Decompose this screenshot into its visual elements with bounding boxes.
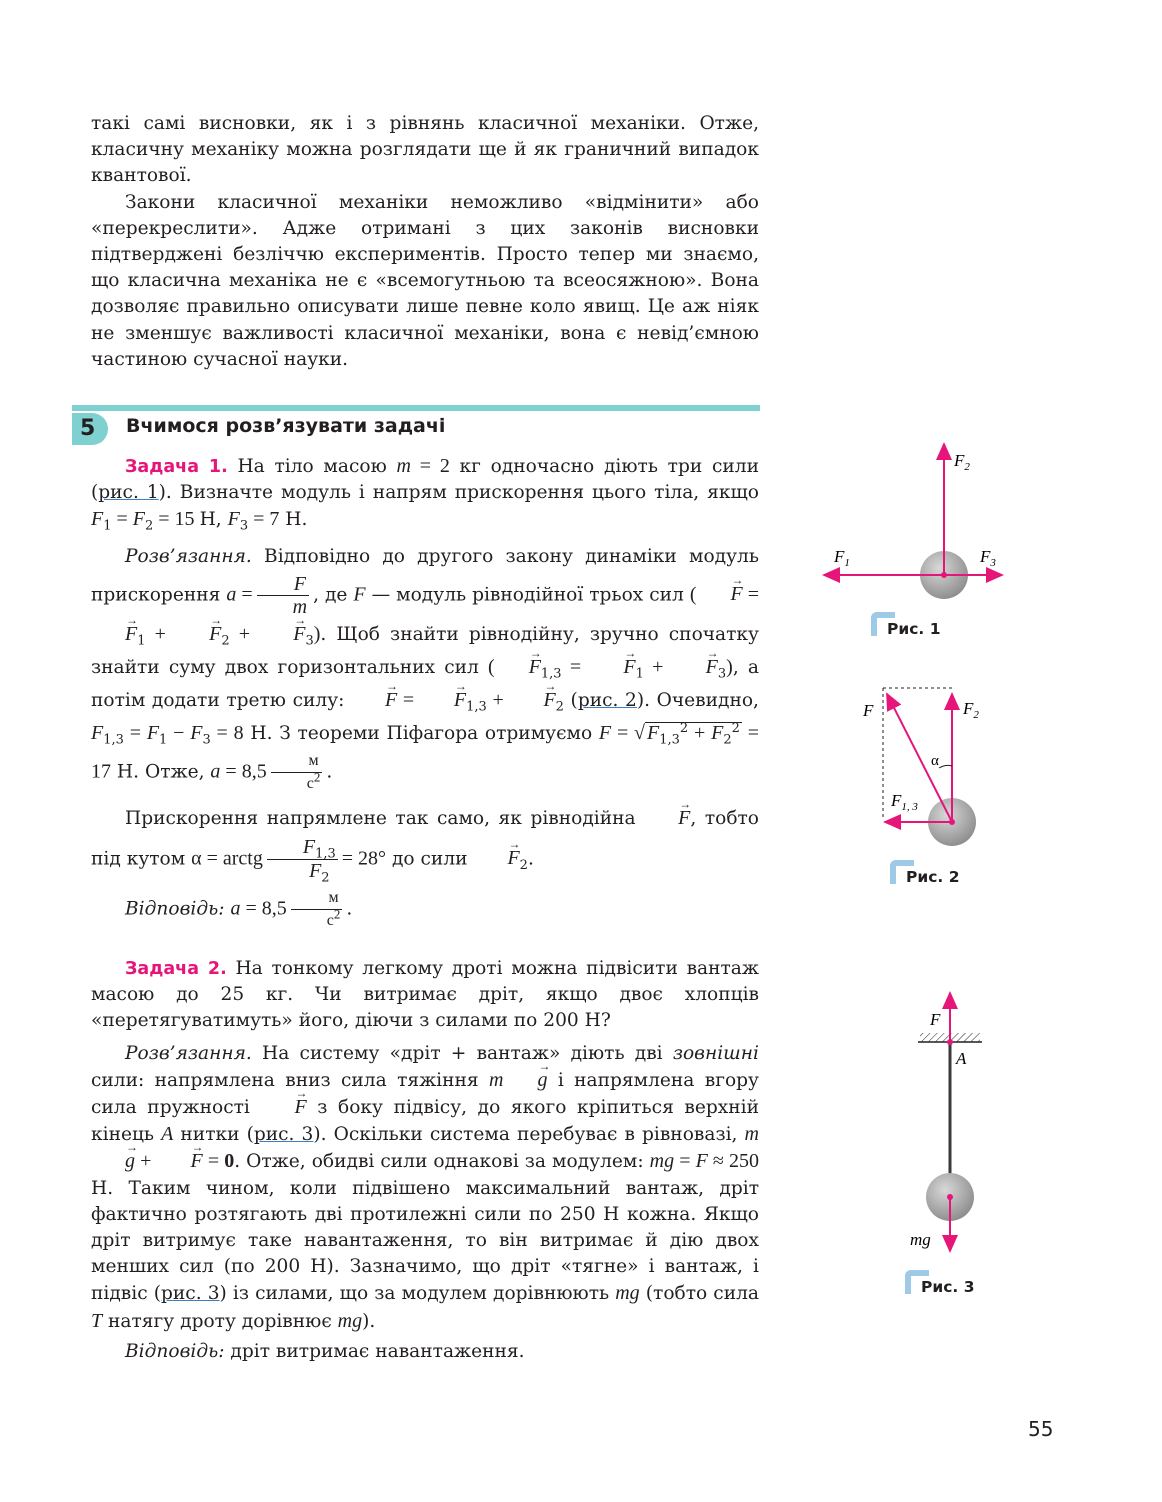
- intro-paragraph-2: Закони класичної механіки неможливо «відмінити» або «перекреслити». Адже отримані з цих законів висновки підтверджені безліччю експериментів. Просто тепер ми знаємо, що класична механіка не є «всемогутньою та всеосяжною». Вона дозволяє правильно описувати лише певне коло явищ. Це аж ніяк не зменшує важливості класичної механіки, вона є невід’ємною частиною сучасної науки.: [91, 191, 759, 370]
- intro-text: [91, 111, 759, 373]
- label-mg: mg: [910, 1230, 931, 1249]
- fig-3-link[interactable]: рис. 3: [253, 1124, 314, 1146]
- task-2-solution: Розв’язання. На систему «дріт + вантаж» діють дві зовнішні сили: напрямлена вниз сила тяжіння m→ g і напрямлена вгору сила пружності → F з боку підвісу, до якого кріпиться верхній кінець A нитки (рис. 3). Оскільки система перебуває в рівновазі, m→ g + → F = 0. Отже, обидві сили однакові за модулем: mg = F ≈ 250 Н. Таким чином, коли підвішено максимальний вантаж, дріт фактично розтягають дві протилежні сили по 250 Н кожна. Якщо дріт витримує таке навантаження, то він витримає й дію двох менших сил (по 200 Н). Зазначимо, що дріт «тягне» і вантаж, і підвіс (рис. 3) із силами, що за модулем дорівнюють mg (тобто сила T натягу дроту дорівнює mg).: [91, 1041, 759, 1335]
- page-number: 55: [1028, 1417, 1054, 1441]
- task-2-answer: Відповідь: дріт витримає навантаження.: [125, 1340, 525, 1362]
- figure-2-caption: Рис. 2: [906, 868, 960, 886]
- section-title: Вчимося розв’язувати задачі: [126, 415, 446, 437]
- label-point-a: A: [956, 1049, 967, 1068]
- task-1-solution: Розв’язання. Відповідно до другого закону динаміки модуль прискорення a = $\frac{F}{m}$ , де F — модуль рівнодійної трьох сил (→ F = → $F_1$ + → $F_2$ + → $F_3$). Щоб знайти рівнодійну, зручно спочатку знайти суму двох горизонтальних сил (→ $F_{1,3}$ = → $F_1$ + → $F_3$), а потім додати третю силу: → F = → $F_{1,3}$ + → $F_2$ (рис. 2). Очевидно, $F_{1,3} = F_1 - F_3 = 8$ Н. З теореми Піфагора отримуємо F = √ $F_{1,3}^2 + F_2^2 = 17$ Н. Отже, a = 8,5 $\frac{м}{с^2}$ .: [91, 540, 759, 795]
- task-1-answer: Відповідь: a = 8,5 $\frac{м}{с^2}$ .: [125, 888, 353, 929]
- task-1: [91, 453, 759, 932]
- figure-1: [810, 430, 1020, 610]
- fig-3-link-2[interactable]: рис. 3: [160, 1283, 220, 1305]
- label-f2: $F_2$: [963, 699, 979, 721]
- figure-3: [900, 985, 1000, 1260]
- figure-2: [855, 680, 995, 850]
- task-1-direction: Прискорення напрямлене так само, як рівнодійна → F, тобто під кутом α = arctg $\frac{F_{1,3}}{F_2}$ = 28° до сили → $F_2$.: [91, 801, 759, 883]
- section-rule: [72, 405, 760, 411]
- figure-1-caption: Рис. 1: [887, 620, 941, 638]
- label-f2: $F_2$: [954, 451, 970, 473]
- task-2-statement: Задача 2. На тонкому легкому дроті можна підвісити вантаж масою до 25 кг. Чи витримає дріт, якщо двоє хлопців «перетягуватимуть» його, діючи з силами по 200 Н?: [91, 958, 759, 1032]
- task-2-label: Задача 2.: [125, 959, 227, 979]
- figure-3-caption: Рис. 3: [921, 1278, 975, 1296]
- label-f1: $F_1$: [834, 547, 850, 569]
- section-header: [72, 405, 760, 443]
- fig-1-link[interactable]: рис. 1: [98, 482, 159, 504]
- task-1-statement: Задача 1. На тіло масою m = 2 кг одночасно діють три сили (рис. 1). Визначте модуль і напрям прискорення цього тіла, якщо $F_1 = F_2 = 15$ Н, $F_3 = 7$ Н.: [91, 455, 759, 535]
- label-f3: $F_3$: [980, 547, 996, 569]
- task-1-label: Задача 1.: [125, 457, 228, 477]
- label-alpha: α: [931, 753, 939, 769]
- task-2: [91, 956, 759, 1365]
- fig-2-link[interactable]: рис. 2: [577, 689, 637, 711]
- label-f13: $F_{1, 3}$: [891, 791, 918, 813]
- label-f: F: [863, 701, 874, 720]
- section-number: 5: [72, 413, 108, 445]
- intro-paragraph-1: такі самі висновки, як і з рівнянь класичної механіки. Отже, класичну механіку можна розглядати ще й як граничний випадок квантової.: [91, 113, 759, 187]
- label-f: F: [930, 1010, 941, 1029]
